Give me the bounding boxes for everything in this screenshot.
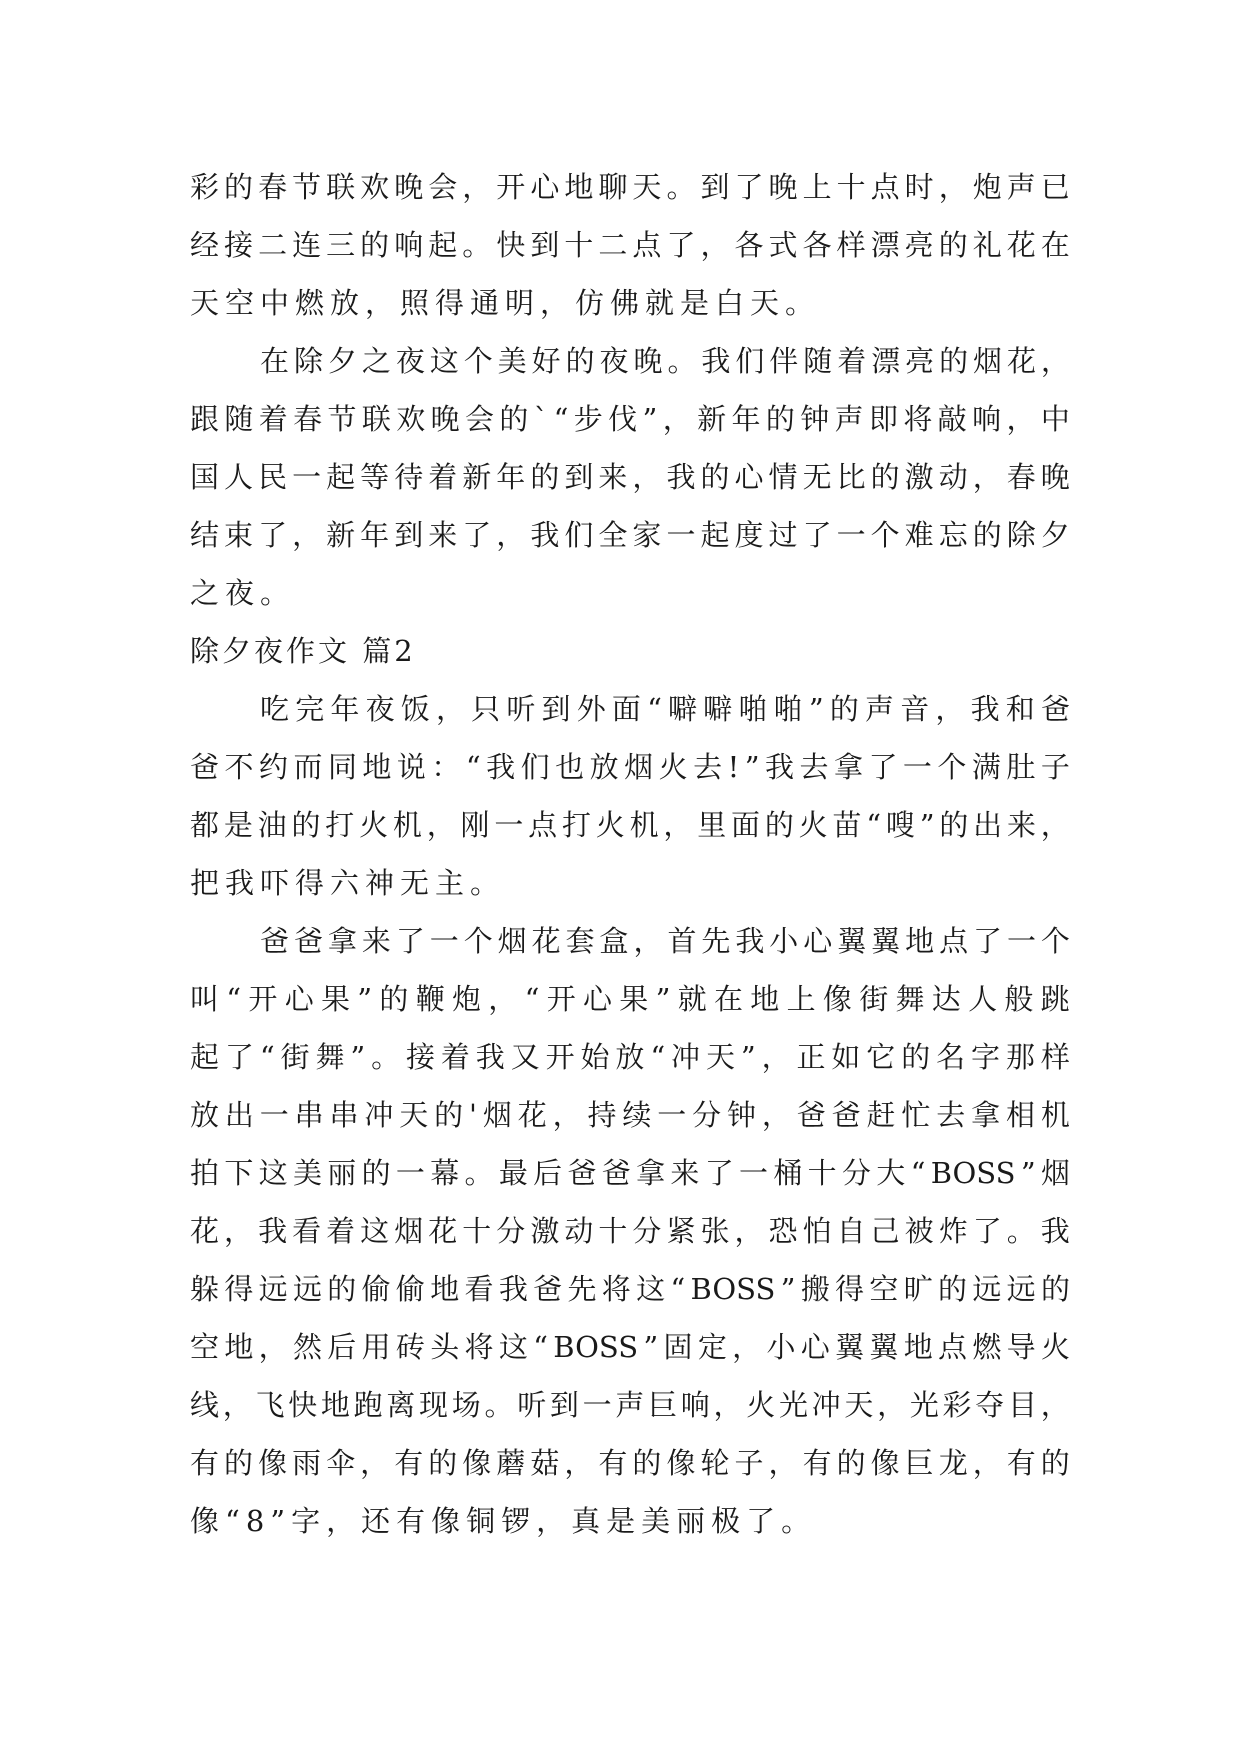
text-line: 天空中燃放，照得通明，仿佛就是白天。 [190,286,821,320]
text-line: 有 的 像 雨 伞 ， 有 的 像 蘑 菇 ， 有 的 像 轮 子 ， 有 的 像 巨 龙 ， 有 的 [190,1446,1070,1480]
document-body [190,158,1070,1550]
text-line: 国 人 民 一 起 等 待 着 新 年 的 到 来 ， 我 的 心 情 无 比 的 激 动 ， 春 晚 [190,460,1070,494]
text-line: 爸 不 约 而 同 地 说 ： “ 我 们 也 放 烟 火 去 ! ” 我 去 拿 了 一 个 满 肚 子 [190,750,1070,784]
section-heading: 除夕夜作文 篇2 [190,634,416,668]
text-line: 彩 的 春 节 联 欢 晚 会 ， 开 心 地 聊 天 。 到 了 晚 上 十 点 时 ， 炮 声 已 [190,170,1070,204]
text-line: 吃 完 年 夜 饭 ， 只 听 到 外 面 “ 噼 噼 啪 啪 ” 的 声 音 ， 我 和 爸 [260,692,1070,726]
text-line: 结 束 了 ， 新 年 到 来 了 ， 我 们 全 家 一 起 度 过 了 一 个 难 忘 的 除 夕 [190,518,1070,552]
text-line: 放 出 一 串 串 冲 天 的 ' 烟 花 ， 持 续 一 分 钟 ， 爸 爸 赶 忙 去 拿 相 机 [190,1098,1070,1132]
text-line: 跟 随 着 春 节 联 欢 晚 会 的 ` “ 步 伐 ” ， 新 年 的 钟 声 即 将 敲 响 ， 中 [190,402,1070,436]
text-line: 把我吓得六神无主。 [190,866,506,900]
text-line: 都 是 油 的 打 火 机 ， 刚 一 点 打 火 机 ， 里 面 的 火 苗 “ 嗖 ” 的 出 来 ， [190,808,1070,842]
text-line: 拍 下 这 美 丽 的 一 幕 。 最 后 爸 爸 拿 来 了 一 桶 十 分 大 “ BOSS ” 烟 [190,1156,1070,1190]
text-line: 叫 “ 开 心 果 ” 的 鞭 炮 ， “ 开 心 果 ” 就 在 地 上 像 街 舞 达 人 般 跳 [190,982,1070,1016]
text-line: 像“8”字，还有像铜锣，真是美丽极了。 [190,1504,817,1538]
text-line: 经 接 二 连 三 的 响 起 。 快 到 十 二 点 了 ， 各 式 各 样 漂 亮 的 礼 花 在 [190,228,1070,262]
text-line: 空 地 ， 然 后 用 砖 头 将 这 “ BOSS ” 固 定 ， 小 心 翼 翼 地 点 燃 导 火 [190,1330,1070,1364]
text-line: 在 除 夕 之 夜 这 个 美 好 的 夜 晚 。 我 们 伴 随 着 漂 亮 的 烟 花 ， [260,344,1070,378]
text-line: 起 了 “ 街 舞 ” 。 接 着 我 又 开 始 放 “ 冲 天 ” ， 正 如 它 的 名 字 那 样 [190,1040,1070,1074]
text-line: 爸 爸 拿 来 了 一 个 烟 花 套 盒 ， 首 先 我 小 心 翼 翼 地 点 了 一 个 [260,924,1070,958]
text-line: 花 ， 我 看 着 这 烟 花 十 分 激 动 十 分 紧 张 ， 恐 怕 自 己 被 炸 了 。 我 [190,1214,1070,1248]
text-line: 之夜。 [190,576,296,610]
text-line: 躲 得 远 远 的 偷 偷 地 看 我 爸 先 将 这 “ BOSS ” 搬 得 空 旷 的 远 远 的 [190,1272,1070,1306]
text-line: 线 ， 飞 快 地 跑 离 现 场 。 听 到 一 声 巨 响 ， 火 光 冲 天 ， 光 彩 夺 目 ， [190,1388,1070,1422]
